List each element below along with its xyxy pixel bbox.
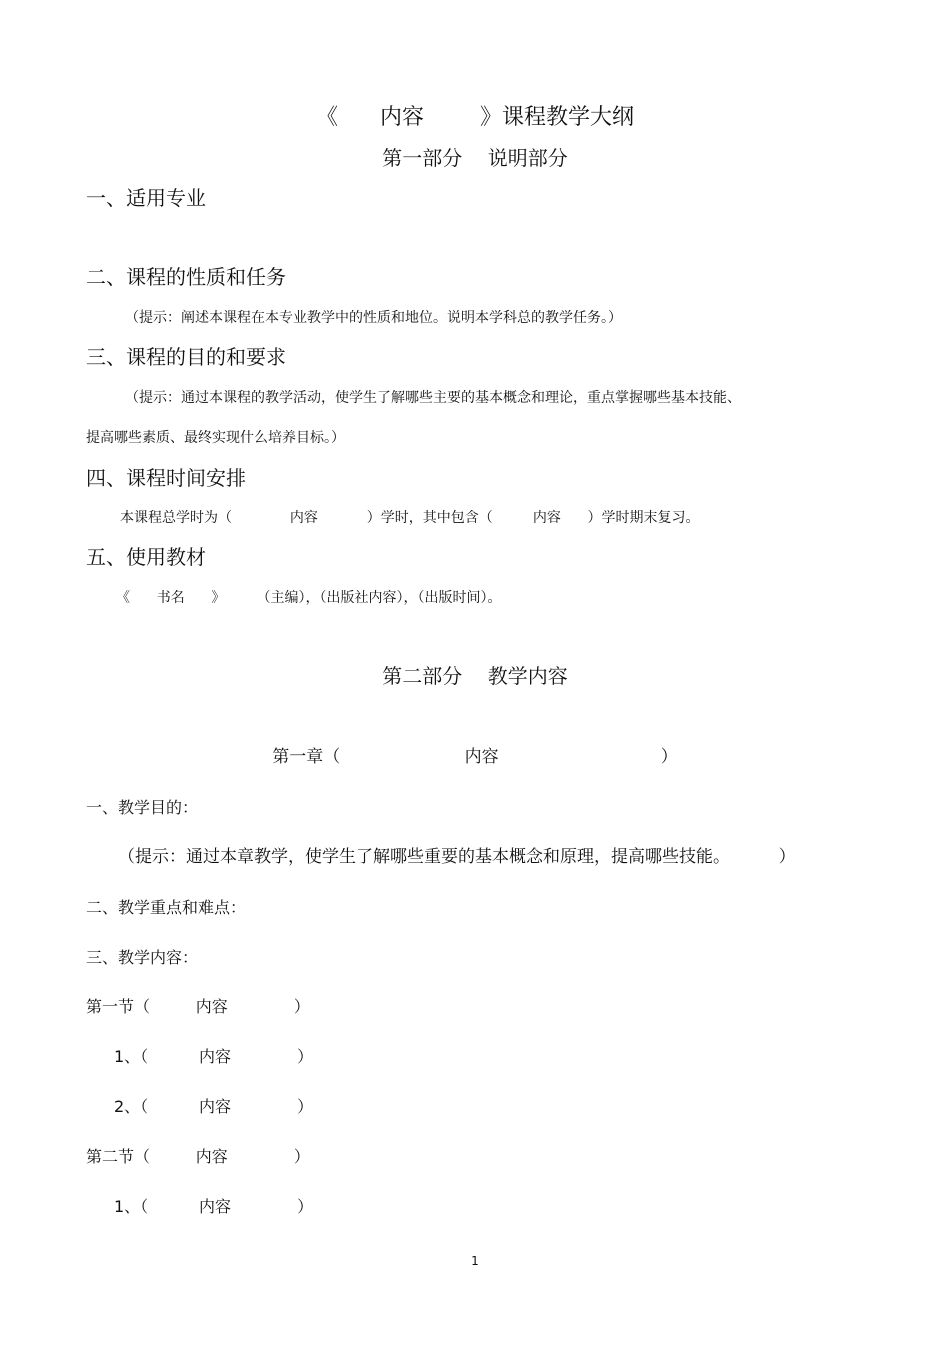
section-one-item-1: 1、（ 内容 ） (114, 1047, 314, 1066)
page-number: 1 (471, 1254, 479, 1268)
hint-goals-line2: 提高哪些素质、最终实现什么培养目标。） (86, 430, 345, 446)
section-heading-applicable-major: 一、适用专业 (86, 186, 206, 210)
section-heading-textbook: 五、使用教材 (86, 545, 206, 569)
section-two-item-1: 1、（ 内容 ） (114, 1197, 314, 1216)
teaching-purpose-hint: （提示：通过本章教学，使学生了解哪些重要的基本概念和原理，提高哪些技能。 ） (118, 847, 796, 867)
key-points-label: 二、教学重点和难点： (86, 898, 247, 917)
hint-nature-tasks: （提示：阐述本课程在本专业教学中的性质和地位。说明本学科总的教学任务。） (125, 310, 622, 326)
teaching-purpose-label: 一、教学目的： (86, 798, 199, 817)
chapter-heading: 第一章（ 内容 ） (272, 747, 678, 767)
part-two-heading: 第二部分 教学内容 (382, 664, 568, 688)
section-one-item-2: 2、（ 内容 ） (114, 1097, 314, 1116)
part-one-heading: 第一部分 说明部分 (382, 146, 568, 170)
section-heading-schedule: 四、课程时间安排 (86, 466, 246, 490)
section-two-heading: 第二节（ 内容 ） (86, 1147, 310, 1166)
section-heading-nature-tasks: 二、课程的性质和任务 (86, 265, 286, 289)
section-heading-goals: 三、课程的目的和要求 (86, 345, 286, 369)
textbook-text: 《 书名 》 （主编），（出版社内容），（出版时间）。 (116, 590, 502, 606)
section-one-heading: 第一节（ 内容 ） (86, 997, 310, 1016)
hint-goals-line1: （提示：通过本课程的教学活动，使学生了解哪些主要的基本概念和理论，重点掌握哪些基本技能、 (125, 390, 741, 406)
schedule-text: 本课程总学时为（ 内容 ）学时，其中包含（ 内容 ）学时期末复习。 (120, 510, 700, 526)
teaching-content-label: 三、教学内容： (86, 948, 199, 967)
document-title: 《 内容 》课程教学大纲 (316, 105, 634, 130)
